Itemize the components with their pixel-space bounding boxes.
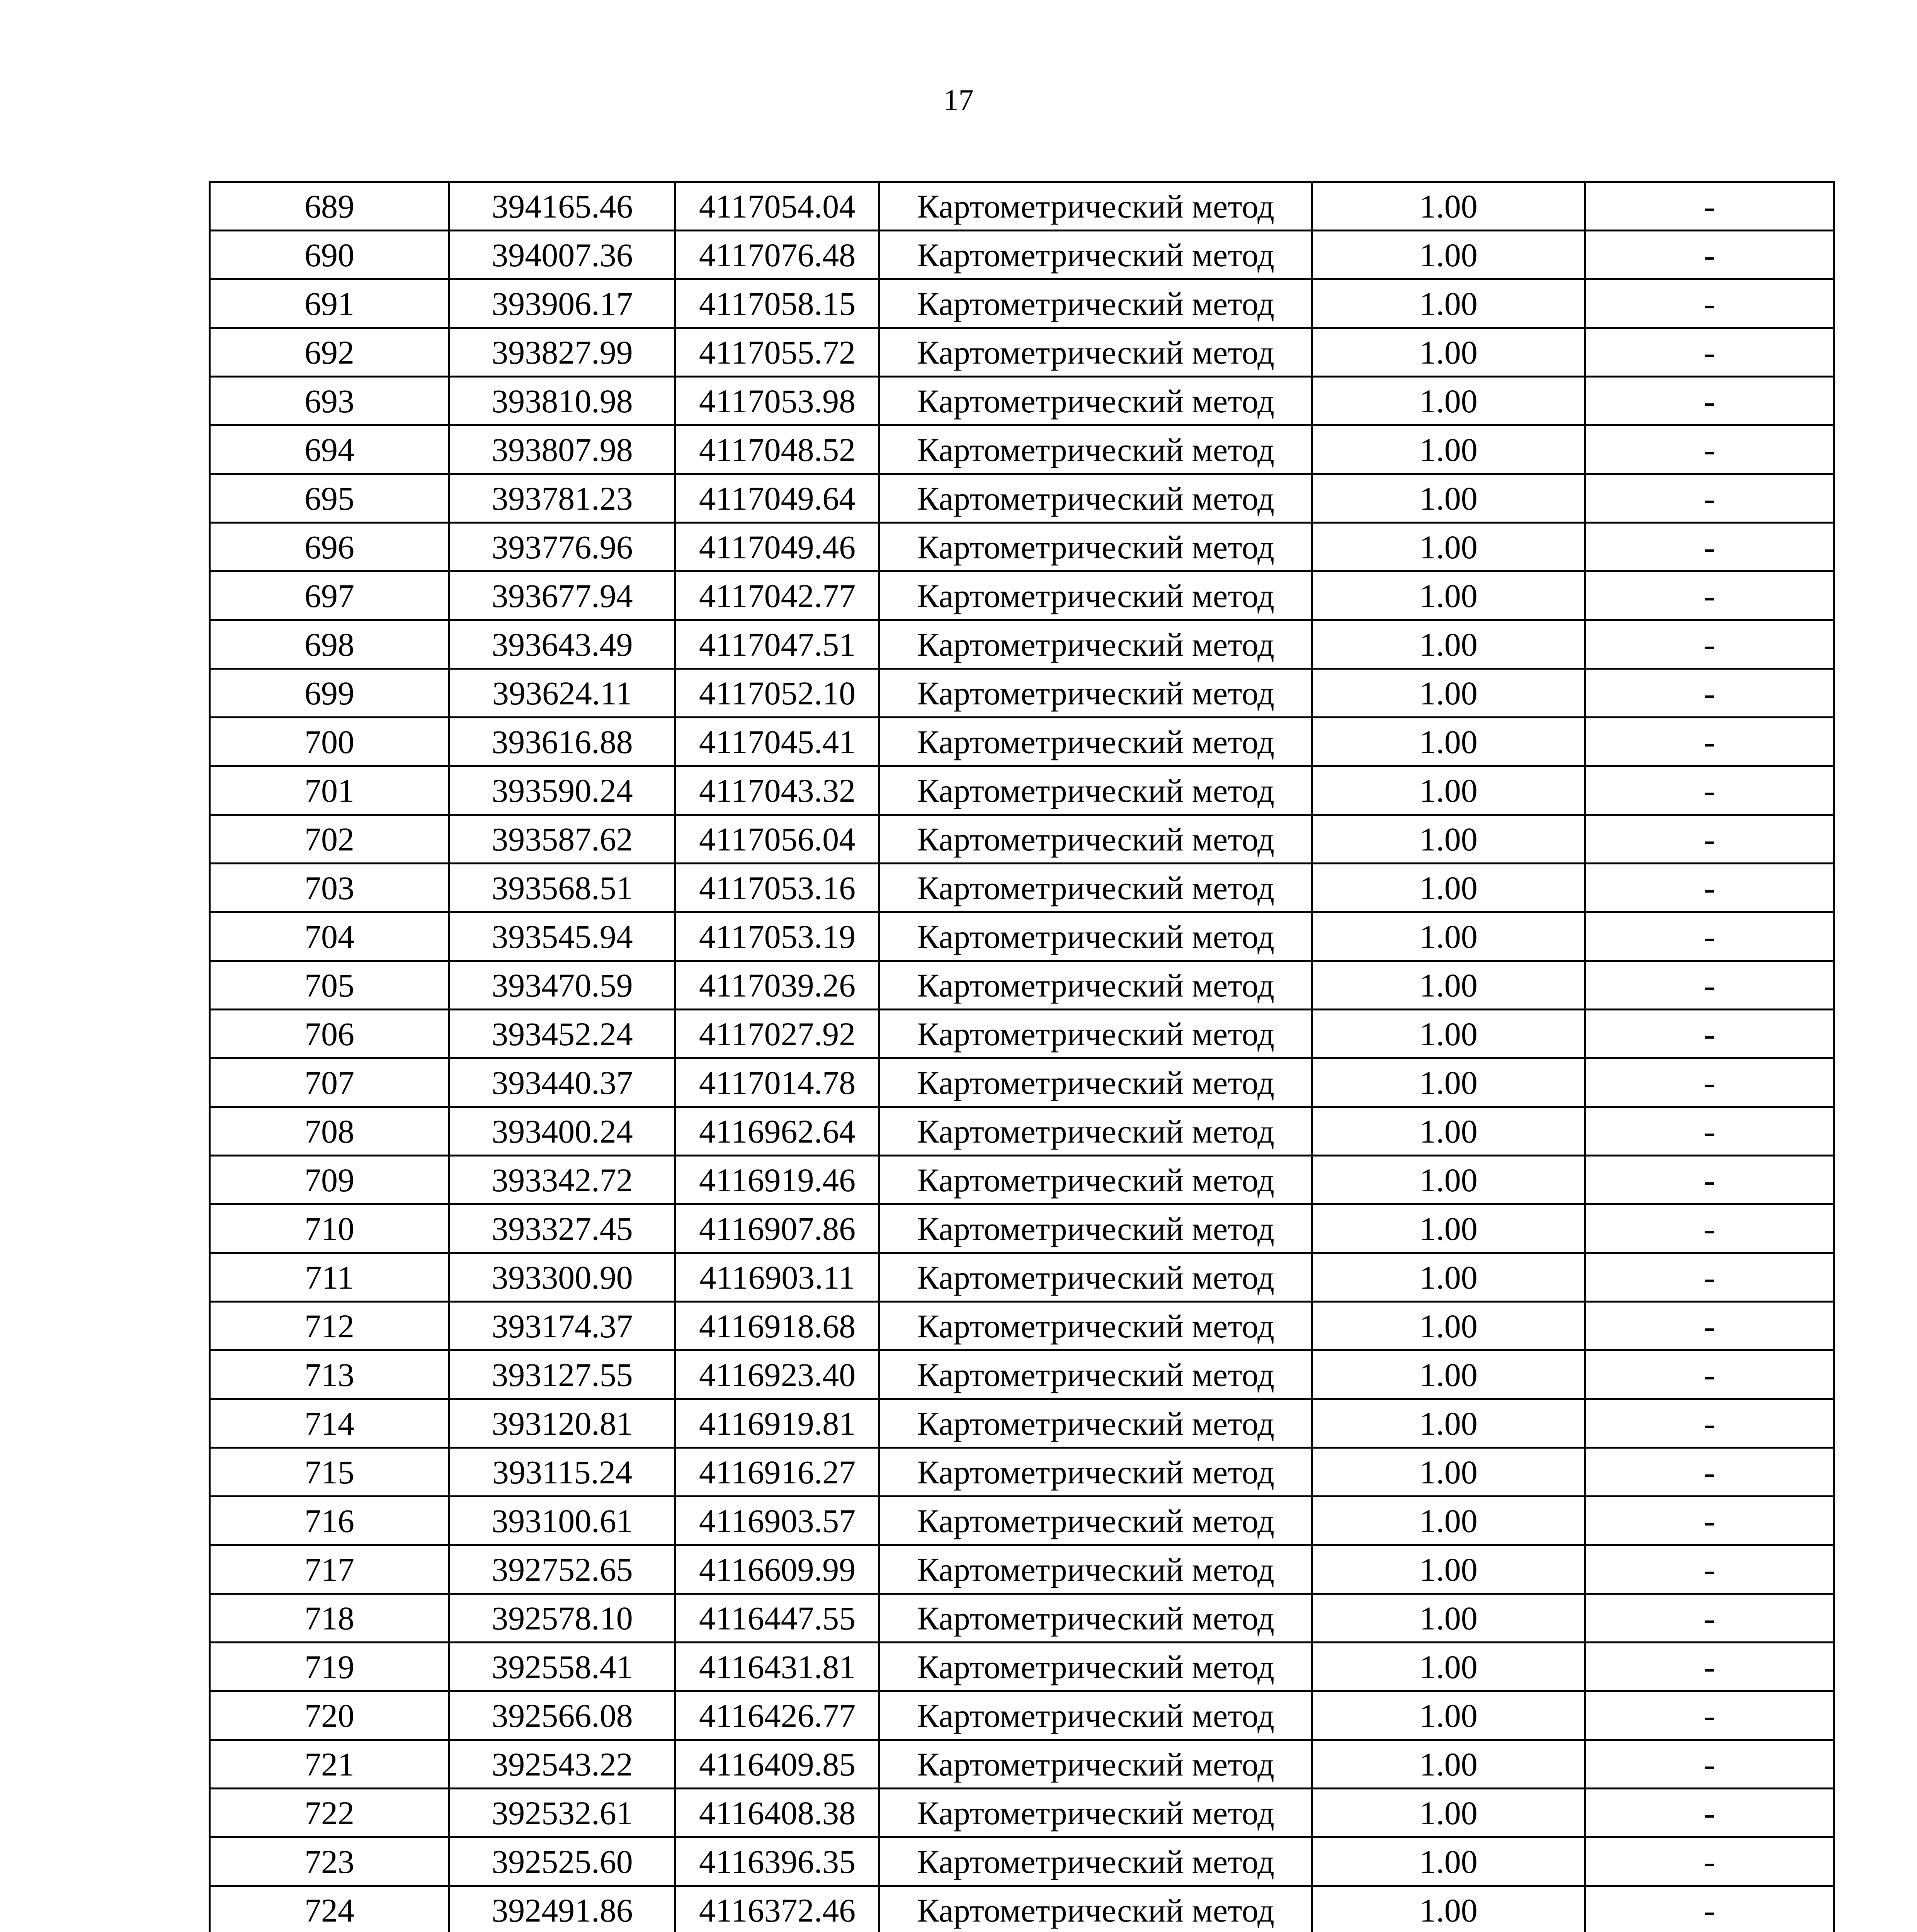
accuracy-cell: 1.00	[1312, 231, 1585, 279]
table-row	[210, 1789, 1834, 1837]
method-cell: Картометрический метод	[879, 1740, 1312, 1789]
y-coordinate-cell: 4116918.68	[675, 1302, 879, 1350]
x-coordinate-cell: 393776.96	[449, 523, 675, 571]
table-row	[210, 1740, 1834, 1789]
y-coordinate-cell: 4116916.27	[675, 1448, 879, 1497]
point-number-cell: 702	[210, 815, 449, 864]
accuracy-cell: 1.00	[1312, 1448, 1585, 1497]
y-coordinate-cell: 4116396.35	[675, 1837, 879, 1886]
description-cell: -	[1585, 1302, 1834, 1350]
method-cell: Картометрический метод	[879, 1156, 1312, 1204]
y-coordinate-cell: 4116919.46	[675, 1156, 879, 1204]
table-row	[210, 1643, 1834, 1691]
accuracy-cell: 1.00	[1312, 961, 1585, 1010]
accuracy-cell: 1.00	[1312, 864, 1585, 912]
method-cell: Картометрический метод	[879, 961, 1312, 1010]
method-cell: Картометрический метод	[879, 328, 1312, 377]
x-coordinate-cell: 393545.94	[449, 912, 675, 961]
point-number-cell: 705	[210, 961, 449, 1010]
method-cell: Картометрический метод	[879, 620, 1312, 669]
method-cell: Картометрический метод	[879, 1058, 1312, 1107]
y-coordinate-cell: 4116409.85	[675, 1740, 879, 1789]
accuracy-cell: 1.00	[1312, 1886, 1585, 1932]
y-coordinate-cell: 4117049.46	[675, 523, 879, 571]
table-row	[210, 1204, 1834, 1253]
description-cell: -	[1585, 864, 1834, 912]
accuracy-cell: 1.00	[1312, 328, 1585, 377]
y-coordinate-cell: 4117045.41	[675, 718, 879, 766]
y-coordinate-cell: 4116372.46	[675, 1886, 879, 1932]
coordinates-table-body	[210, 182, 1834, 1932]
method-cell: Картометрический метод	[879, 1010, 1312, 1058]
y-coordinate-cell: 4117042.77	[675, 571, 879, 620]
method-cell: Картометрический метод	[879, 1302, 1312, 1350]
page-number: 17	[943, 83, 974, 117]
table-row	[210, 1837, 1834, 1886]
y-coordinate-cell: 4116923.40	[675, 1350, 879, 1399]
y-coordinate-cell: 4117048.52	[675, 425, 879, 474]
y-coordinate-cell: 4116919.81	[675, 1399, 879, 1448]
point-number-cell: 692	[210, 328, 449, 377]
point-number-cell: 695	[210, 474, 449, 523]
table-row	[210, 912, 1834, 961]
description-cell: -	[1585, 718, 1834, 766]
table-row	[210, 523, 1834, 571]
table-row	[210, 1010, 1834, 1058]
table-row	[210, 425, 1834, 474]
x-coordinate-cell: 393342.72	[449, 1156, 675, 1204]
description-cell: -	[1585, 1643, 1834, 1691]
method-cell: Картометрический метод	[879, 1837, 1312, 1886]
description-cell: -	[1585, 377, 1834, 425]
accuracy-cell: 1.00	[1312, 1010, 1585, 1058]
method-cell: Картометрический метод	[879, 1886, 1312, 1932]
description-cell: -	[1585, 815, 1834, 864]
table-row	[210, 961, 1834, 1010]
table-row	[210, 474, 1834, 523]
x-coordinate-cell: 392578.10	[449, 1594, 675, 1643]
accuracy-cell: 1.00	[1312, 1253, 1585, 1302]
table-row	[210, 1302, 1834, 1350]
accuracy-cell: 1.00	[1312, 620, 1585, 669]
description-cell: -	[1585, 1691, 1834, 1740]
description-cell: -	[1585, 1253, 1834, 1302]
description-cell: -	[1585, 912, 1834, 961]
accuracy-cell: 1.00	[1312, 1789, 1585, 1837]
table-row	[210, 718, 1834, 766]
y-coordinate-cell: 4117076.48	[675, 231, 879, 279]
method-cell: Картометрический метод	[879, 718, 1312, 766]
y-coordinate-cell: 4117058.15	[675, 279, 879, 328]
table-row	[210, 1058, 1834, 1107]
y-coordinate-cell: 4117043.32	[675, 766, 879, 815]
table-row	[210, 1594, 1834, 1643]
description-cell: -	[1585, 328, 1834, 377]
x-coordinate-cell: 393906.17	[449, 279, 675, 328]
method-cell: Картометрический метод	[879, 523, 1312, 571]
x-coordinate-cell: 393440.37	[449, 1058, 675, 1107]
accuracy-cell: 1.00	[1312, 1399, 1585, 1448]
x-coordinate-cell: 392566.08	[449, 1691, 675, 1740]
accuracy-cell: 1.00	[1312, 377, 1585, 425]
method-cell: Картометрический метод	[879, 1643, 1312, 1691]
method-cell: Картометрический метод	[879, 1204, 1312, 1253]
method-cell: Картометрический метод	[879, 1497, 1312, 1545]
y-coordinate-cell: 4117014.78	[675, 1058, 879, 1107]
description-cell: -	[1585, 1107, 1834, 1156]
method-cell: Картометрический метод	[879, 425, 1312, 474]
table-row	[210, 1497, 1834, 1545]
description-cell: -	[1585, 523, 1834, 571]
point-number-cell: 706	[210, 1010, 449, 1058]
x-coordinate-cell: 393400.24	[449, 1107, 675, 1156]
y-coordinate-cell: 4116426.77	[675, 1691, 879, 1740]
point-number-cell: 707	[210, 1058, 449, 1107]
point-number-cell: 708	[210, 1107, 449, 1156]
point-number-cell: 690	[210, 231, 449, 279]
method-cell: Картометрический метод	[879, 815, 1312, 864]
table-row	[210, 1107, 1834, 1156]
description-cell: -	[1585, 1740, 1834, 1789]
y-coordinate-cell: 4116609.99	[675, 1545, 879, 1594]
x-coordinate-cell: 392558.41	[449, 1643, 675, 1691]
description-cell: -	[1585, 1886, 1834, 1932]
x-coordinate-cell: 393807.98	[449, 425, 675, 474]
description-cell: -	[1585, 669, 1834, 718]
point-number-cell: 694	[210, 425, 449, 474]
x-coordinate-cell: 393120.81	[449, 1399, 675, 1448]
x-coordinate-cell: 394165.46	[449, 182, 675, 231]
point-number-cell: 691	[210, 279, 449, 328]
table-row	[210, 1156, 1834, 1204]
accuracy-cell: 1.00	[1312, 1350, 1585, 1399]
table-row	[210, 231, 1834, 279]
description-cell: -	[1585, 1545, 1834, 1594]
y-coordinate-cell: 4116903.57	[675, 1497, 879, 1545]
point-number-cell: 717	[210, 1545, 449, 1594]
method-cell: Картометрический метод	[879, 1448, 1312, 1497]
point-number-cell: 716	[210, 1497, 449, 1545]
y-coordinate-cell: 4117053.98	[675, 377, 879, 425]
x-coordinate-cell: 393590.24	[449, 766, 675, 815]
point-number-cell: 697	[210, 571, 449, 620]
y-coordinate-cell: 4117052.10	[675, 669, 879, 718]
accuracy-cell: 1.00	[1312, 1497, 1585, 1545]
method-cell: Картометрический метод	[879, 1350, 1312, 1399]
description-cell: -	[1585, 182, 1834, 231]
method-cell: Картометрический метод	[879, 377, 1312, 425]
description-cell: -	[1585, 1448, 1834, 1497]
accuracy-cell: 1.00	[1312, 1204, 1585, 1253]
description-cell: -	[1585, 620, 1834, 669]
point-number-cell: 709	[210, 1156, 449, 1204]
accuracy-cell: 1.00	[1312, 815, 1585, 864]
point-number-cell: 689	[210, 182, 449, 231]
point-number-cell: 696	[210, 523, 449, 571]
accuracy-cell: 1.00	[1312, 1058, 1585, 1107]
point-number-cell: 713	[210, 1350, 449, 1399]
accuracy-cell: 1.00	[1312, 571, 1585, 620]
method-cell: Картометрический метод	[879, 279, 1312, 328]
point-number-cell: 723	[210, 1837, 449, 1886]
method-cell: Картометрический метод	[879, 1253, 1312, 1302]
point-number-cell: 700	[210, 718, 449, 766]
point-number-cell: 715	[210, 1448, 449, 1497]
y-coordinate-cell: 4116408.38	[675, 1789, 879, 1837]
y-coordinate-cell: 4117053.16	[675, 864, 879, 912]
point-number-cell: 711	[210, 1253, 449, 1302]
table-row	[210, 1448, 1834, 1497]
x-coordinate-cell: 393470.59	[449, 961, 675, 1010]
y-coordinate-cell: 4116903.11	[675, 1253, 879, 1302]
accuracy-cell: 1.00	[1312, 1107, 1585, 1156]
method-cell: Картометрический метод	[879, 864, 1312, 912]
table-row	[210, 1886, 1834, 1932]
table-row	[210, 1253, 1834, 1302]
y-coordinate-cell: 4117049.64	[675, 474, 879, 523]
accuracy-cell: 1.00	[1312, 669, 1585, 718]
description-cell: -	[1585, 425, 1834, 474]
table-row	[210, 1545, 1834, 1594]
method-cell: Картометрический метод	[879, 766, 1312, 815]
accuracy-cell: 1.00	[1312, 1302, 1585, 1350]
coordinates-table	[209, 181, 1835, 1932]
table-row	[210, 328, 1834, 377]
table-row	[210, 1399, 1834, 1448]
method-cell: Картометрический метод	[879, 1789, 1312, 1837]
x-coordinate-cell: 393300.90	[449, 1253, 675, 1302]
method-cell: Картометрический метод	[879, 1545, 1312, 1594]
point-number-cell: 698	[210, 620, 449, 669]
y-coordinate-cell: 4117027.92	[675, 1010, 879, 1058]
table-row	[210, 1691, 1834, 1740]
point-number-cell: 724	[210, 1886, 449, 1932]
accuracy-cell: 1.00	[1312, 1691, 1585, 1740]
point-number-cell: 722	[210, 1789, 449, 1837]
table-row	[210, 815, 1834, 864]
x-coordinate-cell: 393616.88	[449, 718, 675, 766]
accuracy-cell: 1.00	[1312, 523, 1585, 571]
table-row	[210, 1350, 1834, 1399]
description-cell: -	[1585, 1058, 1834, 1107]
method-cell: Картометрический метод	[879, 669, 1312, 718]
description-cell: -	[1585, 1156, 1834, 1204]
x-coordinate-cell: 392543.22	[449, 1740, 675, 1789]
accuracy-cell: 1.00	[1312, 912, 1585, 961]
point-number-cell: 720	[210, 1691, 449, 1740]
description-cell: -	[1585, 1350, 1834, 1399]
y-coordinate-cell: 4117054.04	[675, 182, 879, 231]
description-cell: -	[1585, 231, 1834, 279]
description-cell: -	[1585, 1837, 1834, 1886]
description-cell: -	[1585, 279, 1834, 328]
point-number-cell: 710	[210, 1204, 449, 1253]
table-row	[210, 279, 1834, 328]
accuracy-cell: 1.00	[1312, 474, 1585, 523]
point-number-cell: 719	[210, 1643, 449, 1691]
description-cell: -	[1585, 766, 1834, 815]
table-row	[210, 377, 1834, 425]
point-number-cell: 718	[210, 1594, 449, 1643]
point-number-cell: 693	[210, 377, 449, 425]
point-number-cell: 714	[210, 1399, 449, 1448]
description-cell: -	[1585, 474, 1834, 523]
y-coordinate-cell: 4116447.55	[675, 1594, 879, 1643]
x-coordinate-cell: 393827.99	[449, 328, 675, 377]
description-cell: -	[1585, 1497, 1834, 1545]
y-coordinate-cell: 4117047.51	[675, 620, 879, 669]
accuracy-cell: 1.00	[1312, 1837, 1585, 1886]
x-coordinate-cell: 392532.61	[449, 1789, 675, 1837]
y-coordinate-cell: 4117053.19	[675, 912, 879, 961]
method-cell: Картометрический метод	[879, 231, 1312, 279]
y-coordinate-cell: 4116431.81	[675, 1643, 879, 1691]
method-cell: Картометрический метод	[879, 571, 1312, 620]
x-coordinate-cell: 394007.36	[449, 231, 675, 279]
table-row	[210, 620, 1834, 669]
method-cell: Картометрический метод	[879, 1399, 1312, 1448]
description-cell: -	[1585, 1789, 1834, 1837]
x-coordinate-cell: 393624.11	[449, 669, 675, 718]
table-row	[210, 182, 1834, 231]
method-cell: Картометрический метод	[879, 1594, 1312, 1643]
method-cell: Картометрический метод	[879, 1691, 1312, 1740]
accuracy-cell: 1.00	[1312, 1643, 1585, 1691]
x-coordinate-cell: 393327.45	[449, 1204, 675, 1253]
description-cell: -	[1585, 1594, 1834, 1643]
x-coordinate-cell: 392525.60	[449, 1837, 675, 1886]
point-number-cell: 712	[210, 1302, 449, 1350]
accuracy-cell: 1.00	[1312, 1594, 1585, 1643]
x-coordinate-cell: 392752.65	[449, 1545, 675, 1594]
table-row	[210, 864, 1834, 912]
accuracy-cell: 1.00	[1312, 718, 1585, 766]
point-number-cell: 704	[210, 912, 449, 961]
description-cell: -	[1585, 1010, 1834, 1058]
accuracy-cell: 1.00	[1312, 766, 1585, 815]
y-coordinate-cell: 4116907.86	[675, 1204, 879, 1253]
method-cell: Картометрический метод	[879, 912, 1312, 961]
method-cell: Картометрический метод	[879, 1107, 1312, 1156]
table-row	[210, 766, 1834, 815]
x-coordinate-cell: 393810.98	[449, 377, 675, 425]
x-coordinate-cell: 393127.55	[449, 1350, 675, 1399]
accuracy-cell: 1.00	[1312, 279, 1585, 328]
x-coordinate-cell: 393174.37	[449, 1302, 675, 1350]
y-coordinate-cell: 4116962.64	[675, 1107, 879, 1156]
x-coordinate-cell: 393643.49	[449, 620, 675, 669]
x-coordinate-cell: 393587.62	[449, 815, 675, 864]
description-cell: -	[1585, 571, 1834, 620]
accuracy-cell: 1.00	[1312, 182, 1585, 231]
description-cell: -	[1585, 961, 1834, 1010]
x-coordinate-cell: 393568.51	[449, 864, 675, 912]
accuracy-cell: 1.00	[1312, 1156, 1585, 1204]
method-cell: Картометрический метод	[879, 182, 1312, 231]
x-coordinate-cell: 393100.61	[449, 1497, 675, 1545]
point-number-cell: 721	[210, 1740, 449, 1789]
point-number-cell: 699	[210, 669, 449, 718]
point-number-cell: 703	[210, 864, 449, 912]
y-coordinate-cell: 4117056.04	[675, 815, 879, 864]
accuracy-cell: 1.00	[1312, 1740, 1585, 1789]
y-coordinate-cell: 4117055.72	[675, 328, 879, 377]
table-row	[210, 669, 1834, 718]
x-coordinate-cell: 393452.24	[449, 1010, 675, 1058]
table-row	[210, 571, 1834, 620]
x-coordinate-cell: 393115.24	[449, 1448, 675, 1497]
y-coordinate-cell: 4117039.26	[675, 961, 879, 1010]
x-coordinate-cell: 393781.23	[449, 474, 675, 523]
description-cell: -	[1585, 1399, 1834, 1448]
accuracy-cell: 1.00	[1312, 1545, 1585, 1594]
accuracy-cell: 1.00	[1312, 425, 1585, 474]
point-number-cell: 701	[210, 766, 449, 815]
method-cell: Картометрический метод	[879, 474, 1312, 523]
x-coordinate-cell: 392491.86	[449, 1886, 675, 1932]
x-coordinate-cell: 393677.94	[449, 571, 675, 620]
description-cell: -	[1585, 1204, 1834, 1253]
